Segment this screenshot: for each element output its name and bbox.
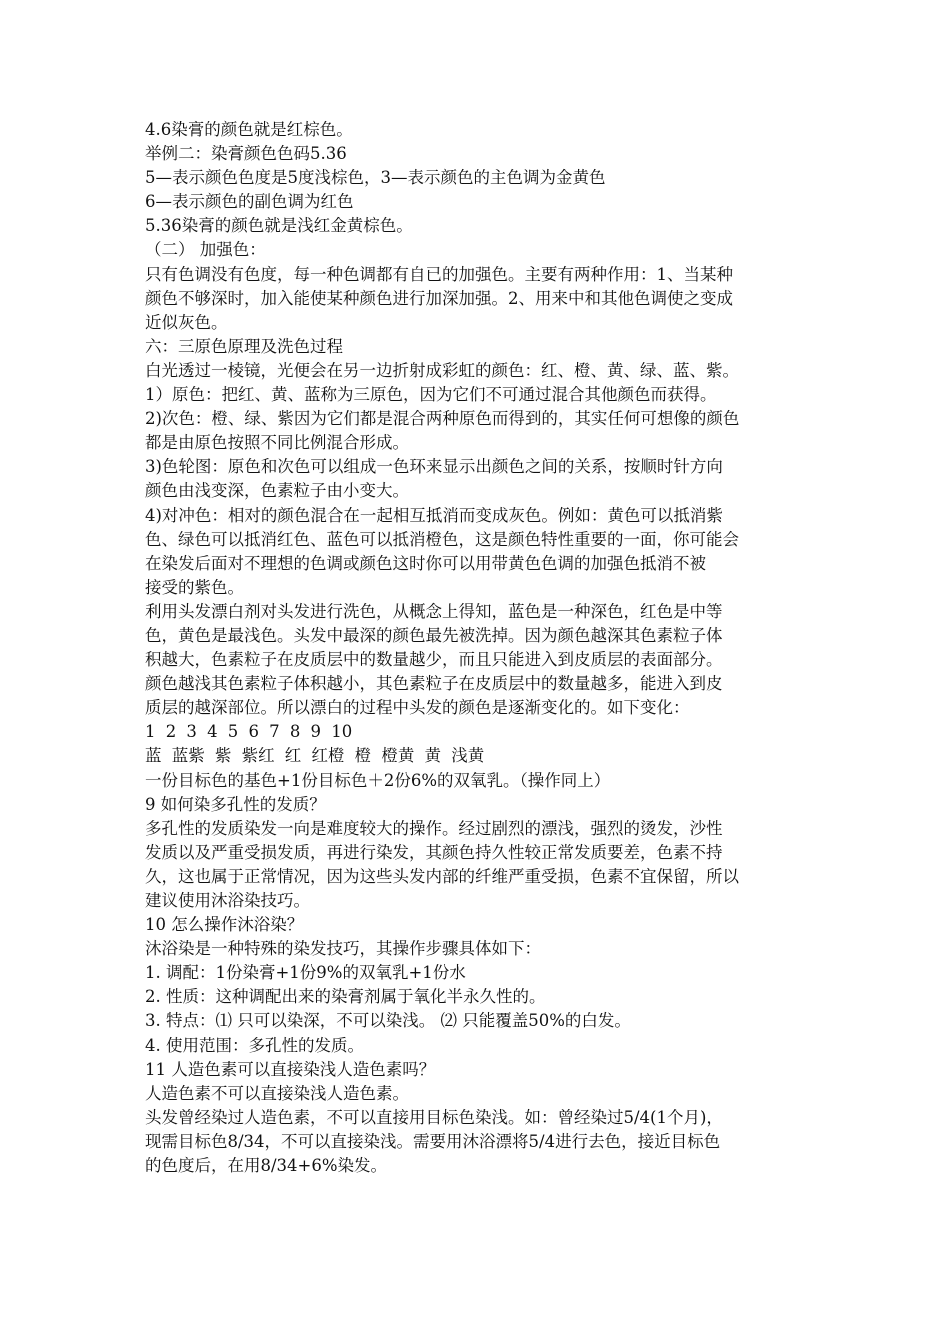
text-line: 3)色轮图：原色和次色可以组成一色环来显示出颜色之间的关系，按顺时针方向 [145, 457, 723, 477]
list-item: 4. 使用范围：多孔性的发质。 [145, 1035, 364, 1055]
text-line: 质层的越深部位。所以漂白的过程中头发的颜色是逐渐变化的。如下变化： [145, 698, 690, 718]
text-line: 色，黄色是最浅色。头发中最深的颜色最先被洗掉。因为颜色越深其色素粒子体 [145, 625, 723, 645]
color-sequence: 蓝 蓝紫 紫 紫红 红 红橙 橙 橙黄 黄 浅黄 [145, 746, 485, 766]
section-heading: 六：三原色原理及洗色过程 [145, 336, 343, 356]
text-line: 颜色不够深时，加入能使某种颜色进行加深加强。2、用来中和其他色调使之变成 [145, 288, 733, 308]
question-heading: 11 人造色素可以直接染浅人造色素吗？ [145, 1059, 436, 1079]
text-line: 近似灰色。 [145, 312, 228, 332]
text-line: 举例二：染膏颜色色码5.36 [145, 144, 347, 164]
list-item: 3. 特点：⑴ 只可以染深，不可以染浅。 ⑵ 只能覆盖50%的白发。 [145, 1011, 631, 1031]
text-line: 都是由原色按照不同比例混合形成。 [145, 433, 409, 453]
text-line: 人造色素不可以直接染浅人造色素。 [145, 1083, 409, 1103]
list-item: 1. 调配：1份染膏+1份9%的双氧乳+1份水 [145, 963, 466, 983]
section-heading: （二） 加强色： [145, 240, 266, 260]
text-line: 久，这也属于正常情况，因为这些头发内部的纤维严重受损，色素不宜保留，所以 [145, 866, 739, 886]
text-line: 颜色由浅变深，色素粒子由小变大。 [145, 481, 409, 501]
text-line: 5—表示颜色色度是5度浅棕色，3—表示颜色的主色调为金黄色 [145, 168, 606, 188]
text-line: 建议使用沐浴染技巧。 [145, 891, 310, 910]
text-line: 接受的紫色。 [145, 577, 244, 597]
text-line: 只有色调没有色度，每一种色调都有自已的加强色。主要有两种作用：1、当某种 [145, 264, 733, 284]
text-line: 积越大，色素粒子在皮质层中的数量越少，而且只能进入到皮质层的表面部分。 [145, 650, 723, 670]
text-line: 白光透过一棱镜，光便会在另一边折射成彩虹的颜色：红、橙、黄、绿、蓝、紫。 [145, 360, 739, 380]
text-line: 利用头发漂白剂对头发进行洗色，从概念上得知，蓝色是一种深色，红色是中等 [145, 601, 723, 621]
text-line: 多孔性的发质染发一向是难度较大的操作。经过剧烈的漂浅，强烈的烫发，沙性 [145, 818, 723, 838]
text-line: 色、绿色可以抵消红色、蓝色可以抵消橙色，这是颜色特性重要的一面，你可能会 [145, 529, 739, 549]
text-line: 一份目标色的基色+1份目标色＋2份6%的双氧乳。（操作同上） [145, 770, 611, 790]
text-line: 5.36染膏的颜色就是浅红金黄棕色。 [145, 216, 413, 236]
text-line: 1）原色：把红、黄、蓝称为三原色，因为它们不可通过混合其他颜色而获得。 [145, 385, 717, 405]
list-item: 2. 性质：这种调配出来的染膏剂属于氧化半永久性的。 [145, 987, 546, 1007]
text-line: 在染发后面对不理想的色调或颜色这时你可以用带黄色色调的加强色抵消不被 [145, 553, 706, 573]
level-number-sequence: 1 2 3 4 5 6 7 8 9 10 [145, 722, 353, 742]
text-line: 6—表示颜色的副色调为红色 [145, 192, 354, 212]
document-body [145, 118, 815, 1178]
text-line: 的色度后，在用8/34+6%染发。 [145, 1156, 388, 1176]
text-line: 颜色越浅其色素粒子体积越小，其色素粒子在皮质层中的数量越多，能进入到皮 [145, 674, 723, 694]
text-line: 2)次色：橙、绿、紫因为它们都是混合两种原色而得到的，其实任何可想像的颜色 [145, 409, 740, 429]
text-line: 头发曾经染过人造色素，不可以直接用目标色染浅。如：曾经染过5/4(1个月)， [145, 1107, 723, 1127]
question-heading: 9 如何染多孔性的发质？ [145, 794, 326, 814]
text-line: 4.6染膏的颜色就是红棕色。 [145, 120, 353, 139]
text-line: 沐浴染是一种特殊的染发技巧，其操作步骤具体如下： [145, 939, 541, 959]
question-heading: 10 怎么操作沐浴染？ [145, 915, 304, 935]
text-line: 现需目标色8/34，不可以直接染浅。需要用沐浴漂将5/4进行去色，接近目标色 [145, 1131, 721, 1151]
text-line: 发质以及严重受损发质，再进行染发，其颜色持久性较正常发质要差，色素不持 [145, 842, 723, 862]
text-line: 4)对冲色：相对的颜色混合在一起相互抵消而变成灰色。例如：黄色可以抵消紫 [145, 505, 723, 525]
